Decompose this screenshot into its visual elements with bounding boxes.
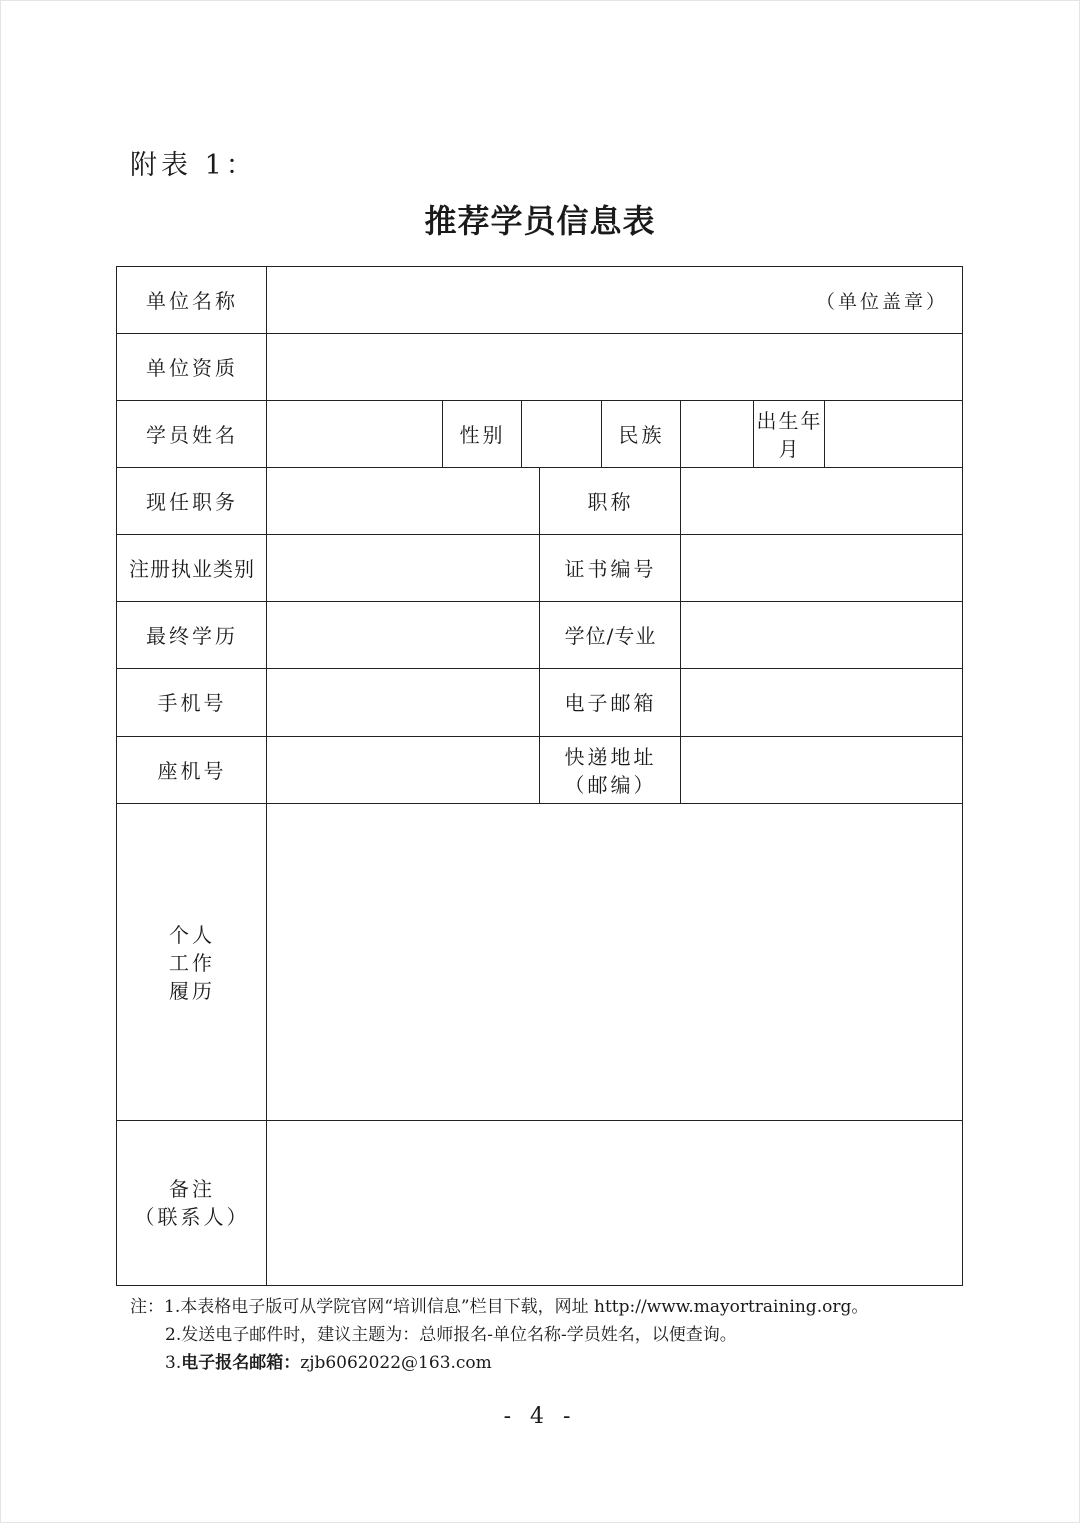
notes-section [130,1293,868,1377]
note-1-text: 1.本表格电子版可从学院官网“培训信息”栏目下载，网址 http://www.mayortraining.org。 [164,1297,869,1317]
notes-prefix: 注： [130,1297,164,1317]
signup-email: zjb6062022@163.com [300,1353,492,1373]
label-remarks [117,1121,267,1285]
label-practice-category: 注册执业类别 [129,556,255,581]
form-title: 推荐学员信息表 [424,202,656,240]
label-gender: 性别 [459,422,506,447]
label-resume-line1: 个人 [169,922,215,947]
note-1 [130,1293,868,1321]
note-3-label: 电子报名邮箱： [181,1353,301,1373]
label-degree-major: 学位/专业 [564,623,657,648]
label-resume-line2: 工作 [169,950,215,975]
label-professional-title: 职称 [587,489,634,514]
label-student-name: 学员姓名 [146,422,238,447]
label-current-position: 现任职务 [146,489,238,514]
note-3 [130,1349,868,1377]
label-landline: 座机号 [157,758,227,783]
label-unit-stamp: （单位盖章） [815,291,948,313]
label-resume-line3: 履历 [169,978,215,1003]
label-unit-qualification: 单位资质 [146,355,238,380]
student-info-table [116,266,963,1286]
label-delivery-address [540,737,681,804]
label-mobile: 手机号 [157,691,227,715]
label-address-line1: 快递地址 [564,744,657,769]
note-3-number: 3. [165,1353,182,1373]
label-address-line2: （邮编） [564,772,657,797]
label-ethnicity: 民族 [618,422,665,447]
label-unit-name: 单位名称 [146,288,238,313]
annex-label: 附表 1： [130,150,257,181]
label-birth-line1: 出生年 [756,408,823,433]
label-final-education: 最终学历 [146,623,238,648]
label-birth-line2: 月 [778,436,801,461]
label-work-resume [117,804,267,1121]
label-birth-date [754,401,825,468]
note-2: 2.发送电子邮件时，建议主题为：总师报名-单位名称-学员姓名，以便查询。 [165,1325,737,1345]
label-remarks-line1: 备注 [169,1177,215,1201]
label-certificate-number: 证书编号 [564,556,657,581]
page-number: - 4 - [503,1404,577,1429]
label-remarks-line2: （联系人） [134,1205,250,1229]
label-email: 电子邮箱 [564,691,657,715]
